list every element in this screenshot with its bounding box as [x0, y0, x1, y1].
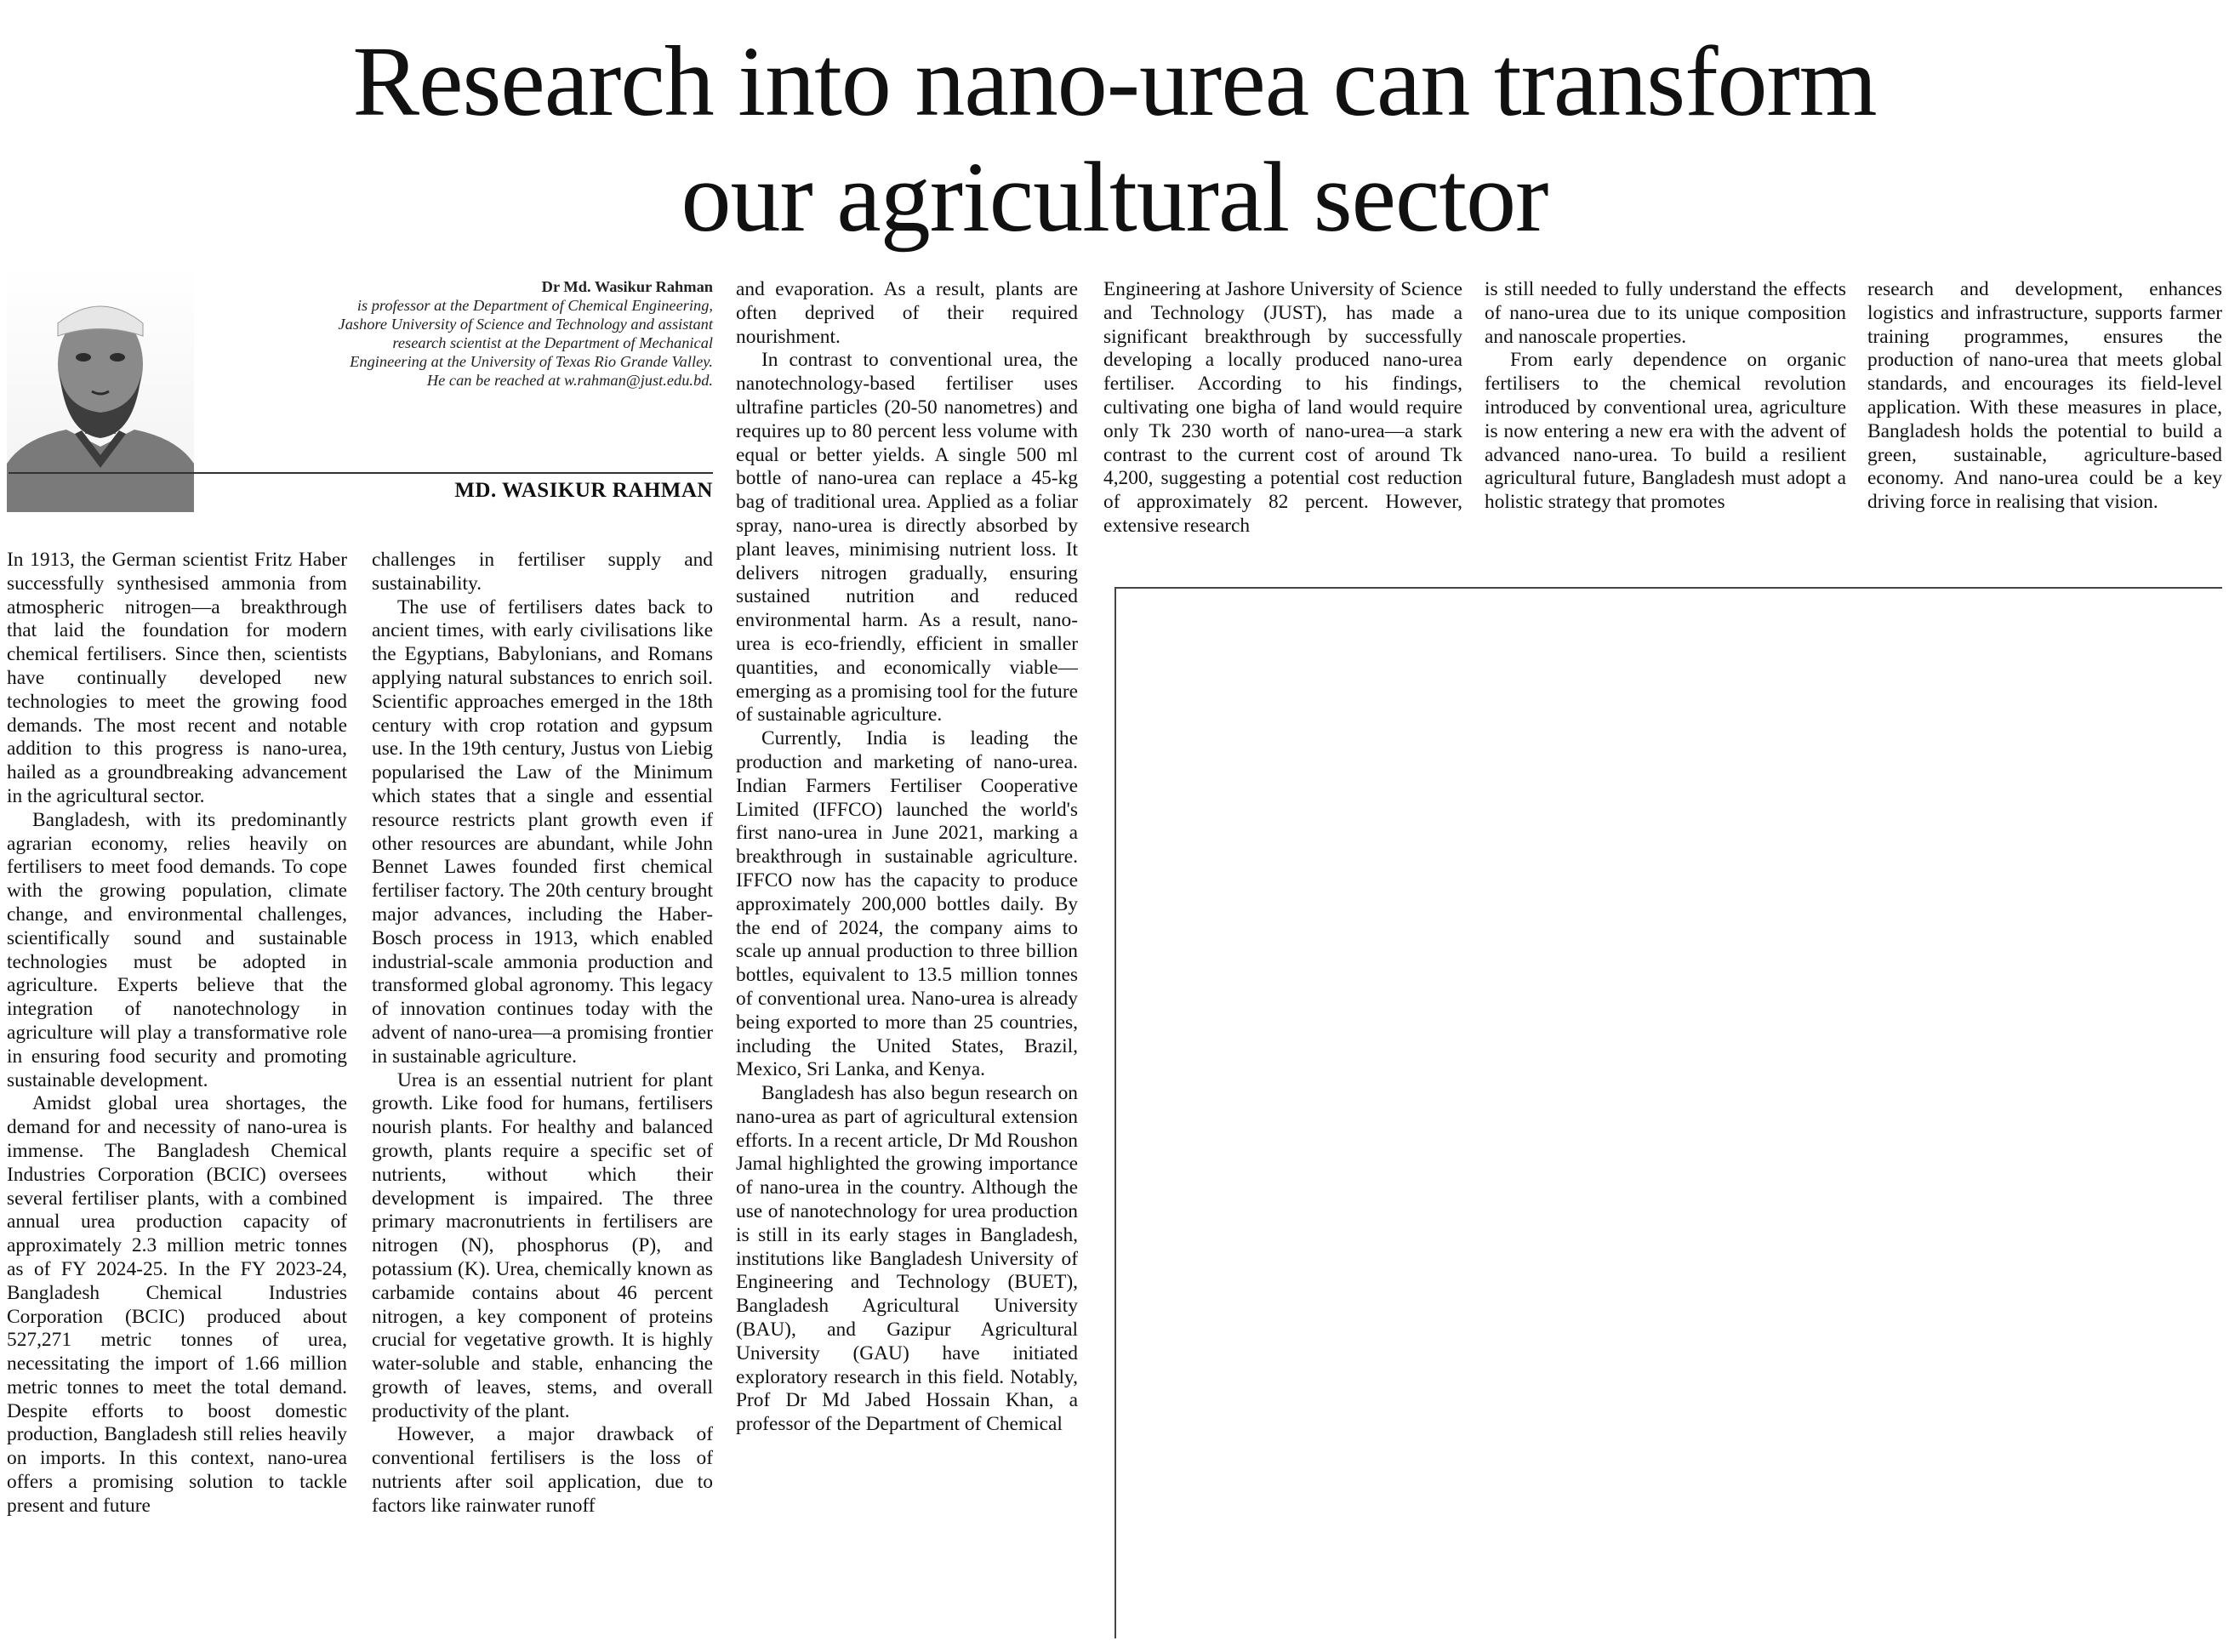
paragraph: is still needed to fully understand the effects of nano-urea due to its unique composition and nanoscale properties.	[1485, 278, 1846, 348]
author-bio-block	[332, 277, 713, 390]
paragraph: The use of fertilisers dates back to ancient times, with early civilisations like the Egyptians, Babylonians, and Romans applying natural substances to enrich soil. Scientific approaches emerged in the 18th century with crop rotation and gypsum use. In the 19th century, Justus von Liebig popularised the Law of the Minimum which states that a single and essential resource restricts plant growth even if other resources are abundant, while John Bennet Lawes founded first chemical fertiliser factory. The 20th century brought major advances, including the Haber-Bosch process in 1913, which enabled industrial-scale ammonia production and transformed global agronomy. This legacy of innovation continues today with the advent of nano-urea—a promising frontier in sustainable agriculture.	[372, 595, 713, 1068]
author-photo	[7, 264, 194, 512]
paragraph: Bangladesh, with its predominantly agrarian economy, relies heavily on fertilisers to meet food demands. To cope with the growing population, climate change, and environmental challenges, scientifically sound and sustainable technologies must be adopted in agriculture. Experts believe that the integration of nanotechnology in agriculture will play a transformative role in ensuring food security and promoting sustainable development.	[7, 808, 347, 1091]
paragraph: Urea is an essential nutrient for plant growth. Like food for humans, fertilisers nourish plants. For healthy and balanced growth, plants require a specific set of nutrients, without which their development is impaired. The three primary macronutrients in fertilisers are nitrogen (N), phosphorus (P), and potassium (K). Urea, chemically known as carbamide contains about 46 percent nitrogen, a key component of proteins crucial for vegetative growth. It is highly water-soluble and stable, enhancing the growth of leaves, stems, and overall productivity of the plant.	[372, 1068, 713, 1422]
paragraph: However, a major drawback of conventional fertilisers is the loss of nutrients after soil application, due to factors like rainwater runoff	[372, 1423, 713, 1517]
byline: MD. WASIKUR RAHMAN	[454, 479, 713, 502]
paragraph: Bangladesh has also begun research on nano-urea as part of agricultural extension efforts. In a recent article, Dr Md Roushon Jamal highlighted the growing importance of nano-urea in the country. Although the use of nanotechnology for urea production is still in its early stages in Bangladesh, institutions like Bangladesh University of Engineering and Technology (BUET), Bangladesh Agricultural University (BAU), and Gazipur Agricultural University (GAU) have initiated exploratory research in this field. Notably, Prof Dr Md Jabed Hossain Khan, a professor of the Department of Chemical	[736, 1082, 1078, 1436]
column-6	[1867, 278, 2222, 576]
column-5	[1485, 278, 1846, 576]
author-bio-text: is professor at the Department of Chemical Engineering, Jashore University of Science and Technology and assistant research scientist at the Department of Mechanical Engineering at the University of Texas Rio Grande Valley. He can be reached at w.rahman@just.edu.bd.	[338, 297, 713, 389]
paragraph: In contrast to conventional urea, the nanotechnology-based fertiliser uses ultrafine particles (20-50 nanometres) and requires up to 80 percent less volume with equal or better yields. A single 500 ml bottle of nano-urea can replace a 45-kg bag of traditional urea. Applied as a foliar spray, nano-urea is directly absorbed by plant leaves, minimising nutrient loss. It delivers nitrogen gradually, ensuring sustained nutrition and reduced environmental harm. As a result, nano-urea is eco-friendly, efficient in smaller quantities, and economically viable—emerging as a promising tool for the future of sustainable agriculture.	[736, 349, 1078, 726]
paragraph: Currently, India is leading the production and marketing of nano-urea. Indian Farmers Fertiliser Cooperative Limited (IFFCO) launched the world's first nano-urea in June 2021, marking a breakthrough in sustainable agriculture. IFFCO now has the capacity to produce approximately 200,000 bottles daily. By the end of 2024, the company aims to scale up annual production to three billion bottles, equivalent to 13.5 million tonnes of conventional urea. Nano-urea is already being exported to more than 25 countries, including the United States, Brazil, Mexico, Sri Lanka, and Kenya.	[736, 727, 1078, 1081]
headline-line-1: Research into nano-urea can transform	[352, 26, 1877, 137]
column-3	[736, 278, 1078, 1646]
column-4	[1103, 278, 1462, 576]
paragraph: Amidst global urea shortages, the demand for and necessity of nano-urea is immense. The Bangladesh Chemical Industries Corporation (BCIC) oversees several fertiliser plants, with a combined annual urea production capacity of approximately 2.3 million metric tonnes as of FY 2024-25. In the FY 2023-24, Bangladesh Chemical Industries Corporation (BCIC) produced about 527,271 metric tonnes of urea, necessitating the import of 1.66 million metric tonnes to meet the total demand. Despite efforts to boost domestic production, Bangladesh still relies heavily on imports. In this context, nano-urea offers a promising solution to tackle present and future	[7, 1092, 347, 1517]
headline	[0, 24, 2229, 255]
paragraph: and evaporation. As a result, plants are often deprived of their required nourishment.	[736, 278, 1078, 348]
paragraph: From early dependence on organic fertilisers to the chemical revolution introduced by conventional urea, agriculture is now entering a new era with the advent of advanced nano-urea. To build a resilient agricultural future, Bangladesh must adopt a holistic strategy that promotes	[1485, 349, 1846, 514]
column-1	[7, 549, 347, 1646]
paragraph: In 1913, the German scientist Fritz Haber successfully synthesised ammonia from atmospheric nitrogen—a breakthrough that laid the foundation for modern chemical fertilisers. Since then, scientists have continually developed new technologies to meet the growing food demands. The most recent and notable addition to this progress is nano-urea, hailed as a groundbreaking advancement in the agricultural sector.	[7, 549, 347, 807]
paragraph: Engineering at Jashore University of Science and Technology (JUST), has made a significant breakthrough by successfully developing a locally produced nano-urea fertiliser. According to his findings, cultivating one bigha of land would require only Tk 230 worth of nano-urea—a stark contrast to the current cost of around Tk 4,200, suggesting a potential cost reduction of approximately 82 percent. However, extensive research	[1103, 278, 1462, 537]
section-divider-horizontal	[1114, 587, 2222, 589]
byline-rule	[9, 472, 713, 474]
headline-line-2: our agricultural sector	[681, 141, 1548, 253]
author-name: Dr Md. Wasikur Rahman	[541, 278, 713, 295]
paragraph: challenges in fertiliser supply and sustainability.	[372, 549, 713, 595]
column-2	[372, 549, 713, 1646]
section-divider-vertical	[1114, 587, 1116, 1638]
paragraph: research and development, enhances logistics and infrastructure, supports farmer training programmes, ensures the production of nano-urea that meets global standards, and encourages its field-level application. With these measures in place, Bangladesh holds the potential to build a green, sustainable, agriculture-based economy. And nano-urea could be a key driving force in realising that vision.	[1867, 278, 2222, 514]
